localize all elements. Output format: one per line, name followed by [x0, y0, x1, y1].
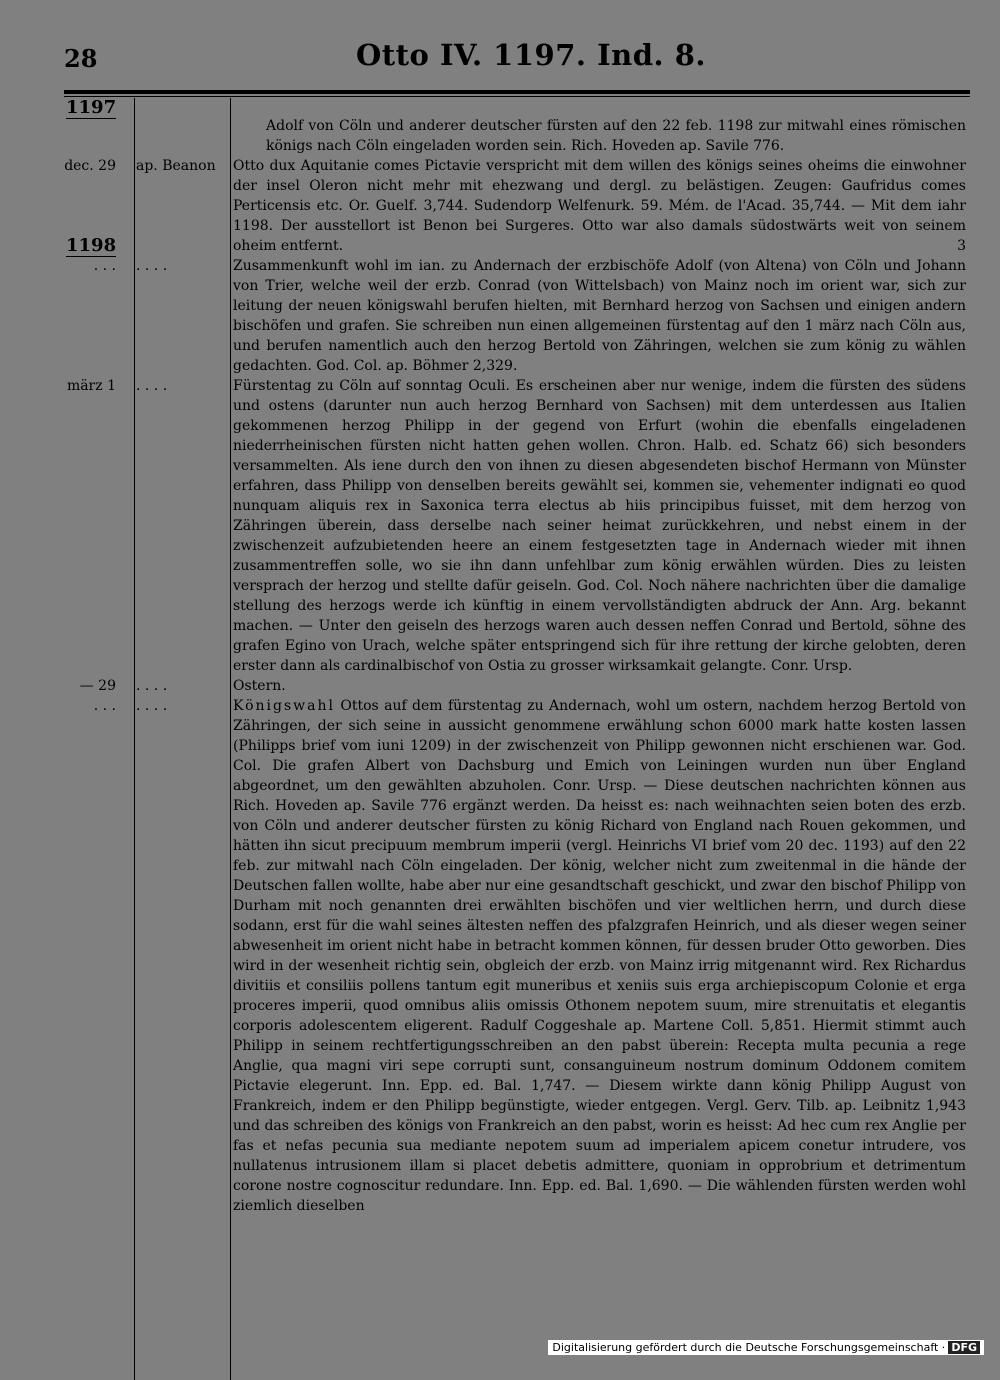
- entry-place: ap. Beanon: [136, 158, 216, 174]
- page-header: [0, 38, 1000, 82]
- entry-row: [0, 156, 1000, 256]
- credit-text: Digitalisierung gefördert durch die Deutsche Forschungsgemeinschaft ·: [552, 1341, 946, 1354]
- entry-row: [0, 676, 1000, 696]
- entry-text: Zusammenkunft wohl im ian. zu Andernach der erzbischöfe Adolf (von Altena) von Cöln und Johann von Trier, welche weil der erzb. Conrad (von Wittelsbach) von Mainz noch im orient war, sich zur leitung der neuen königswahl berufen hielten, mit Bernhard herzog von Sachsen und einigen andern bischöfen und grafen. Sie schreiben nun einen allgemeinen fürstentag auf den 1 märz nach Cöln aus, und berufen namentlich auch den herzog Bertold von Zähringen, welchen sie zum könig zu wählen gedachten. God. Col. ap. Böhmer 2,329.: [233, 258, 966, 374]
- header-rule-thick: [64, 90, 970, 94]
- entry-date: dec. 29: [64, 158, 116, 174]
- header-rule-thin: [64, 96, 970, 97]
- year-heading-1197: 1197: [66, 97, 117, 118]
- entry-text: Fürstentag zu Cöln auf sonntag Oculi. Es erscheinen aber nur wenige, indem die fürsten des südens und ostens (darunter nun auch herzog Bernhard von Sachsen) mit dem unterdessen aus Italien gekommenen herzog Philipp in der gegend von Erfurt (wohin die ebenfalls eingeladenen niederrheinischen fürsten nicht hatten gehen wollen. Chron. Halb. ed. Schatz 66) sich besonders versammelten. Als iene durch den von ihnen zu diesen abgesendeten bischof Hermann von Münster erfahren, dass Philipp von denselben bereits gewählt sei, kommen sie, vehementer indignati eo quod nunquam aliquis rex in Saxonica terra electus ab hiis principibus fuisset, mit dem herzog von Zähringen überein, dass derselbe nach seiner heimat zurückkehren, und nebst einem in der zwischenzeit aufzubietenden heere an einem festgesetzten tage in Andernach wieder mit ihnen zusammentreffen solle, wo sie ihn dann unfehlbar zum könig erwählen würden. Dies zu leisten versprach der herzog und stellte dafür geiseln. God. Col. Noch nähere nachrichten über die damalige stellung des herzogs werde ich künftig in einem vervollständigten abdruck der Ann. Arg. bekannt machen. — Unter den geiseln des herzogs waren auch dessen neffen Conrad und Bertold, söhne des grafen Egino von Urach, welche später entspringend sich für ihre rettung der kirche gelobten, deren erster dann als cardinalbischof von Ostia zu grosser wirksamkait gelangte. Conr. Ursp.: [233, 378, 966, 674]
- entry-date: märz 1: [66, 378, 116, 394]
- entry-date: — 29: [79, 678, 116, 694]
- digitization-credit: [548, 1340, 984, 1355]
- entry-row: [0, 256, 1000, 376]
- entry-place: . . . .: [136, 698, 168, 714]
- dfg-logo: DFG: [948, 1341, 980, 1354]
- running-title: Otto IV. 1197. Ind. 8.: [356, 38, 706, 72]
- entry-text: Ostern.: [233, 678, 286, 694]
- entry-text: Adolf von Cöln und anderer deutscher fürsten auf den 22 feb. 1198 zur mitwahl eines römischen königs nach Cöln eingeladen worden sein. Rich. Hoveden ap. Savile 776.: [266, 118, 966, 154]
- entry-date: . . .: [93, 698, 116, 714]
- entry-text: Otto dux Aquitanie comes Pictavie verspricht mit dem willen des königs seines oheims die einwohner der insel Oleron nicht mehr mit ehezwang und dergl. zu belästigen. Zeugen: Gaufridus comes Perticensis etc. Or. Guelf. 3,744. Sudendorp Welfenurk. 59. Mém. de l'Acad. 35,744. — Mit dem iahr 1198. Der ausstellort ist Benon bei Surgeres. Otto war also damals südostwärts weit von seinem oheim entfernt. 3: [233, 158, 966, 254]
- entry-lead-word: Königswahl: [233, 698, 335, 714]
- entry-text: Königswahl Ottos auf dem fürstentag zu Andernach, wohl um ostern, nachdem herzog Bertold von Zähringen, der sich seine in aussicht genommene erwählung schon 6000 mark hatte kosten lassen (Philipps brief vom iuni 1209) in der zwischenzeit von Philipp gewonnen nicht erschienen war. God. Col. Die grafen Albert von Dachsburg und Emich von Leiningen wurden nun über England abgeordnet, um den gewählten abzuholen. Conr. Ursp. — Diese deutschen nachrichten können aus Rich. Hoveden ap. Savile 776 ergänzt werden. Da heisst es: nach weihnachten seien boten des erzb. von Cöln und anderer deutscher fürsten zu könig Richard von England nach Rouen gekommen, und hätten ihn sicut precipuum membrum imperii (vergl. Heinrichs VI brief vom 20 dec. 1193) auf den 22 feb. zur mitwahl nach Cöln eingeladen. Der könig, welcher nicht zum zweitenmal in die hände der Deutschen fallen wollte, habe aber nur eine gesandtschaft geschickt, und zwar den bischof Philipp von Durham mit noch genannten drei erwählten bischöfen und vier weltlichen herrn, und durch diese sodann, erst für die wahl seines ältesten neffen des pfalzgrafen Heinrich, und als dieser wegen seiner abwesenheit im orient nicht habe in betracht kommen können, für dessen bruder Otto geworben. Dies wird in der wesenheit richtig sein, obgleich der erzb. von Mainz irrig mitgenannt wird. Rex Richardus divitiis et consiliis pollens tantum egit muneribus et xeniis suis erga archiepiscopum Colonie et erga proceres imperii, quod omnibus aliis omissis Othonem nepotem suum, mire strenuitatis et elegantis corporis adolescentem eligerent. Radulf Coggeshale ap. Martene Coll. 5,851. Hiermit stimmt auch Philipp in seinem rechtfertigungsschreiben an den pabst überein: Recepta multa pecunia a rege Anglie, qua magni viri sepe corrupti sunt, consanguineum nostrum dominum Oddonem comitem Pictavie elegerunt. Inn. Epp. ed. Bal. 1,747. — Diesem wirkte dann könig Philipp August von Frankreich, indem er den Philipp begünstigte, wieder entgegen. Vergl. Gerv. Tilb. ap. Leibnitz 1,943 und das schreiben des königs von Frankreich an den pabst, worin es heisst: Ad hec cum rex Anglie per fas et nefas pecunia sua mediante nepotem suum ad imperialem apicem conetur intrudere, vos nullatenus intrusionem illam si placet debetis admittere, quoniam in opprobrium et detrimentum corone nostre cognoscitur redundare. Inn. Epp. ed. Bal. 1,690. — Die wählenden fürsten werden wohl ziemlich dieselben: [233, 698, 966, 1214]
- year-heading-1198: 1198: [66, 235, 117, 256]
- entry-date: . . .: [93, 258, 116, 274]
- entry-place: . . . .: [136, 258, 168, 274]
- regesta-entries: [0, 116, 1000, 1216]
- entry-number: 3: [957, 238, 966, 254]
- entry-row: [0, 376, 1000, 676]
- entry-row: [0, 116, 1000, 156]
- entry-place: . . . .: [136, 378, 168, 394]
- page-number: 28: [64, 44, 98, 73]
- entry-row: [0, 696, 1000, 1216]
- entry-place: . . . .: [136, 678, 168, 694]
